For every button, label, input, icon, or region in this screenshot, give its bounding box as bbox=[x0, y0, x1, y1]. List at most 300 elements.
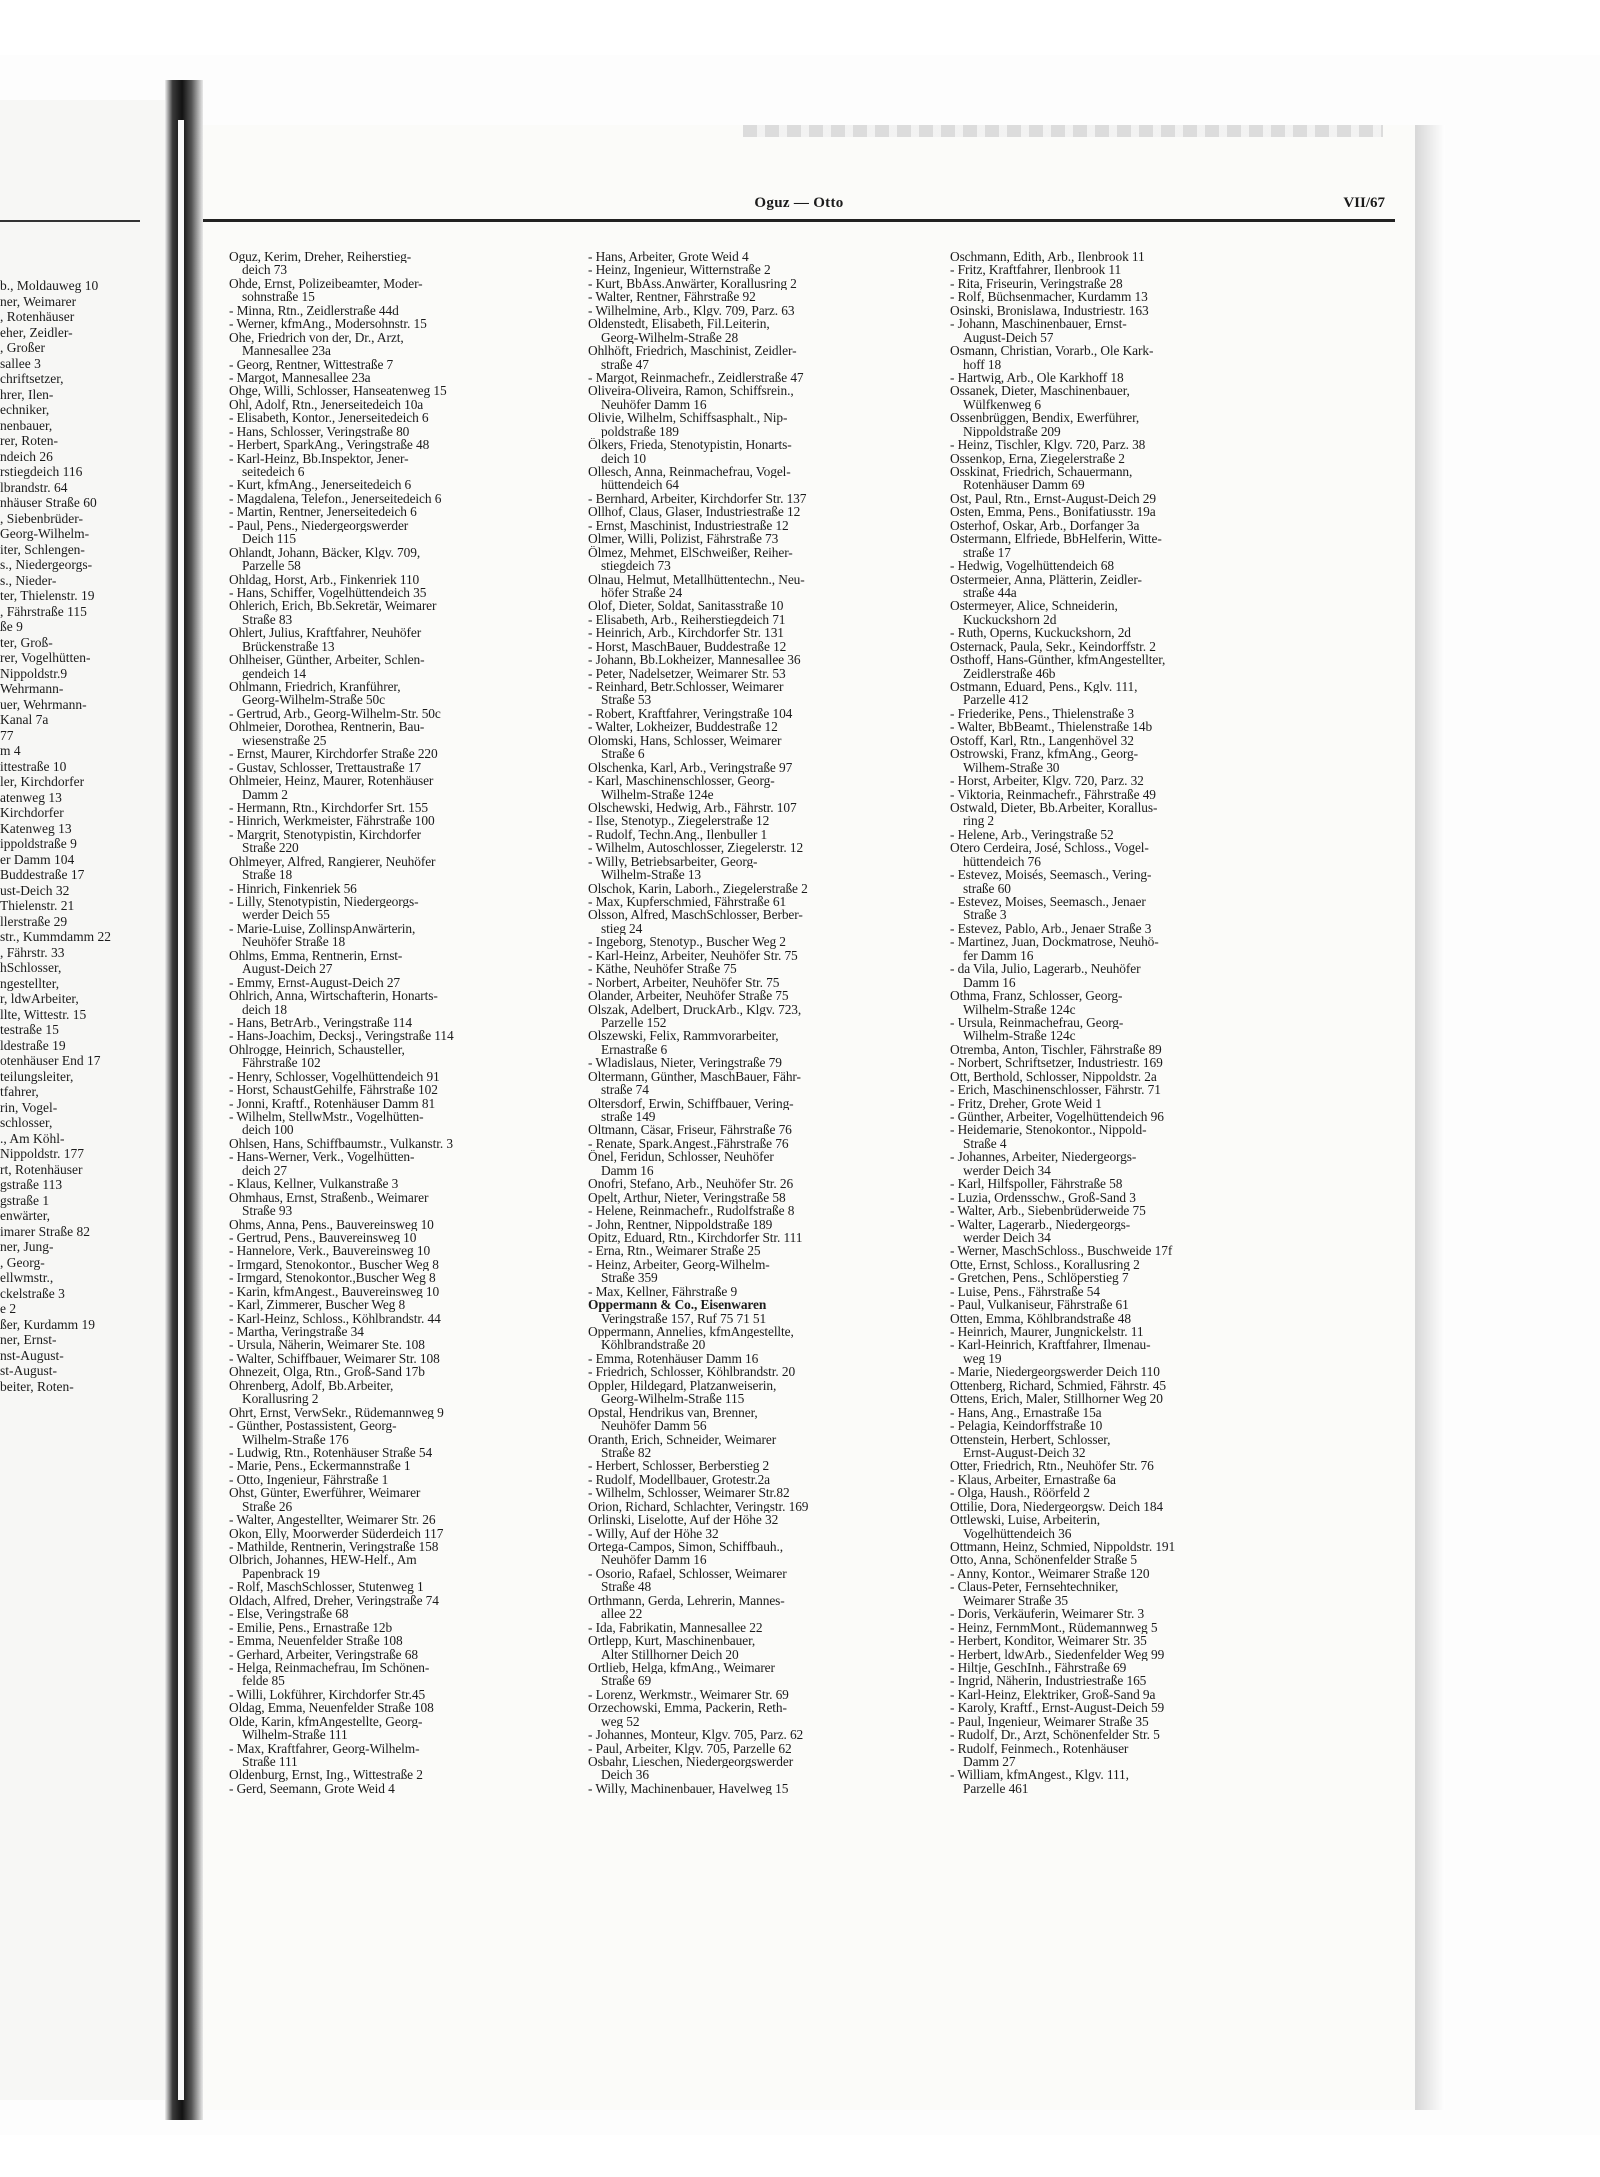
directory-entry-line: Straße 3 bbox=[963, 908, 1007, 922]
previous-page-line: Kanal 7a bbox=[0, 712, 49, 727]
previous-page-line: Thielenstr. 21 bbox=[0, 898, 75, 913]
directory-entry-line: Ostermeyer, Alice, Schneiderin, bbox=[950, 599, 1118, 613]
directory-entry-line: Ohl, Adolf, Rtn., Jenerseitedeich 10a bbox=[229, 397, 424, 412]
directory-entry-line: Olbrich, Johannes, HEW-Helf., Am bbox=[229, 1553, 417, 1567]
previous-page-line: rt, Rotenhäuser bbox=[0, 1161, 83, 1177]
previous-page-line: rer, Roten- bbox=[0, 433, 58, 448]
directory-entry-line: - Erna, Rtn., Weimarer Straße 25 bbox=[588, 1244, 761, 1258]
directory-entry-line: - Karl, Hilfspoller, Fährstraße 58 bbox=[950, 1177, 1123, 1191]
directory-entry-line: - Walter, Lokheizer, Buddestraße 12 bbox=[588, 720, 778, 734]
directory-entry-line: - Olga, Haush., Röörfeld 2 bbox=[950, 1486, 1090, 1500]
directory-entry-line: - Ingeborg, Stenotyp., Buscher Weg 2 bbox=[588, 935, 786, 949]
previous-page-line: Kirchdorfer bbox=[0, 805, 64, 820]
previous-page-text bbox=[0, 278, 150, 1394]
directory-entry-line: - Estevez, Moisés, Seemasch., Vering- bbox=[950, 868, 1152, 882]
directory-entry-line: - Estevez, Moises, Seemasch., Jenaer bbox=[950, 895, 1146, 909]
directory-entry-line: - Bernhard, Arbeiter, Kirchdorfer Str. 137 bbox=[588, 491, 807, 506]
directory-entry-line: Straße 18 bbox=[242, 868, 293, 882]
previous-page-line: nhäuser Straße 60 bbox=[0, 495, 97, 510]
directory-entry-line: Georg-Wilhelm-Straße 50c bbox=[242, 693, 385, 707]
directory-entry-line: Oldach, Alfred, Dreher, Veringstraße 74 bbox=[229, 1593, 439, 1608]
directory-entry-line: Otto, Anna, Schönenfelder Straße 5 bbox=[950, 1553, 1137, 1567]
directory-entry-line: - Hartwig, Arb., Ole Karkhoff 18 bbox=[950, 370, 1124, 385]
directory-entry-line: - Hannelore, Verk., Bauvereinsweg 10 bbox=[229, 1244, 431, 1258]
previous-page-line: uer, Wehrmann- bbox=[0, 696, 87, 712]
previous-page-line: hrer, Ilen- bbox=[0, 386, 54, 402]
directory-entry-line: Ortega-Campos, Simon, Schiffbauh., bbox=[588, 1540, 783, 1554]
directory-entry-line: - Rudolf, Dr., Arzt, Schönenfelder Str. 5 bbox=[950, 1728, 1160, 1742]
directory-entry-line: - Günther, Postassistent, Georg- bbox=[229, 1419, 397, 1433]
directory-page bbox=[203, 125, 1415, 2110]
directory-column-1 bbox=[229, 250, 599, 1795]
previous-page-line: atenweg 13 bbox=[0, 789, 62, 805]
directory-entry-line: Damm 16 bbox=[963, 975, 1016, 990]
directory-entry-line: - Margot, Mannesallee 23a bbox=[229, 370, 371, 385]
directory-entry-line: Straße 111 bbox=[242, 1755, 298, 1769]
directory-entry-line: - Lilly, Stenotypistin, Niedergeorgs- bbox=[229, 895, 419, 909]
directory-entry-line: Osmann, Christian, Vorarb., Ole Kark- bbox=[950, 344, 1154, 358]
previous-page-line: b., Moldauweg 10 bbox=[0, 278, 99, 293]
directory-entry-line: deich 100 bbox=[242, 1123, 294, 1137]
directory-entry-line: Weimarer Straße 35 bbox=[963, 1593, 1068, 1608]
previous-page-line: ippoldstraße 9 bbox=[0, 836, 77, 851]
directory-entry-line: Osternack, Paula, Sekr., Keindorffstr. 2 bbox=[950, 639, 1156, 654]
directory-entry-line: Ohlerich, Erich, Bb.Sekretär, Weimarer bbox=[229, 599, 437, 613]
directory-entry-line: Olof, Dieter, Soldat, Sanitasstraße 10 bbox=[588, 599, 784, 613]
directory-entry-line: Ossanek, Dieter, Maschinenbauer, bbox=[950, 384, 1130, 398]
directory-entry-line: Parzelle 461 bbox=[963, 1781, 1029, 1796]
directory-entry-line: Ölkers, Frieda, Stenotypistin, Honarts- bbox=[588, 438, 792, 452]
directory-entry-line: Neuhöfer Damm 16 bbox=[601, 397, 707, 412]
previous-page-line: schlosser, bbox=[0, 1115, 53, 1130]
directory-entry-line: Straße 83 bbox=[242, 612, 293, 627]
directory-entry-line: Oltmann, Cäsar, Friseur, Fährstraße 76 bbox=[588, 1123, 792, 1137]
directory-entry-line: - Hans-Werner, Verk., Vogelhütten- bbox=[229, 1150, 415, 1164]
directory-entry-line: Ohlms, Emma, Rentnerin, Ernst- bbox=[229, 948, 403, 963]
directory-entry-line: Zeidlerstraße 46b bbox=[963, 666, 1056, 680]
previous-page-line: imarer Straße 82 bbox=[0, 1223, 90, 1239]
directory-entry-line: - Heinz, Tischler, Klgv. 720, Parz. 38 bbox=[950, 438, 1146, 452]
directory-entry-line: - Rudolf, Techn.Ang., Ilenbuller 1 bbox=[588, 827, 768, 842]
directory-entry-line: - Hinrich, Finkenriek 56 bbox=[229, 881, 357, 895]
directory-entry-line: Ottlewski, Luise, Arbeiterin, bbox=[950, 1513, 1100, 1527]
previous-page-line: gstraße 1 bbox=[0, 1192, 50, 1208]
directory-entry-line: Ostoff, Karl, Rtn., Langenhövel 32 bbox=[950, 733, 1134, 748]
previous-page-line: ellwmstr., bbox=[0, 1270, 54, 1285]
directory-entry-line: Alter Stillhorner Deich 20 bbox=[601, 1647, 739, 1661]
directory-entry-line: - John, Rentner, Nippoldstraße 189 bbox=[588, 1217, 773, 1231]
previous-page-line: str., Kummdamm 22 bbox=[0, 929, 111, 944]
directory-entry-line: Önel, Feridun, Schlosser, Neuhöfer bbox=[588, 1150, 774, 1164]
directory-entry-line: - Elisabeth, Arb., Reiherstiegdeich 71 bbox=[588, 612, 786, 627]
directory-entry-line: - Max, Kellner, Fährstraße 9 bbox=[588, 1284, 738, 1299]
directory-entry-line: Olszak, Adelbert, DruckArb., Klgv. 723, bbox=[588, 1002, 802, 1016]
directory-entry-line: Osbahr, Lieschen, Niedergeorgswerder bbox=[588, 1755, 794, 1769]
directory-entry-line: Georg-Wilhelm-Straße 115 bbox=[601, 1392, 745, 1406]
previous-page-line: sallee 3 bbox=[0, 355, 41, 371]
directory-entry-line: - Ursula, Näherin, Weimarer Ste. 108 bbox=[229, 1338, 425, 1352]
directory-entry-line: - Paul, Ingenieur, Weimarer Straße 35 bbox=[950, 1714, 1149, 1729]
directory-entry-line: Straße 26 bbox=[242, 1499, 293, 1514]
directory-entry-line: - Hans, Arbeiter, Grote Weid 4 bbox=[588, 250, 749, 264]
directory-entry-line: stieg 24 bbox=[601, 921, 643, 936]
directory-entry-line: Olde, Karin, kfmAngestellte, Georg- bbox=[229, 1714, 423, 1729]
directory-entry-line: - Ingrid, Näherin, Industriestraße 165 bbox=[950, 1674, 1147, 1688]
directory-entry-line: - Rudolf, Modellbauer, Grotestr.2a bbox=[588, 1472, 771, 1487]
directory-entry-line: Parzelle 58 bbox=[242, 559, 301, 573]
previous-page-line: Wehrmann- bbox=[0, 681, 64, 696]
directory-column-3 bbox=[950, 250, 1320, 1795]
directory-entry-line: ring 2 bbox=[963, 814, 995, 828]
directory-entry-line: August-Deich 57 bbox=[963, 330, 1054, 345]
directory-entry-line: Ohlmann, Friedrich, Kranführer, bbox=[229, 680, 401, 694]
directory-entry-line: - Willy, Auf der Höhe 32 bbox=[588, 1526, 719, 1540]
directory-entry-line: - Gustav, Schlosser, Trettaustraße 17 bbox=[229, 760, 422, 775]
directory-entry-line: - Estevez, Pablo, Arb., Jenaer Straße 3 bbox=[950, 921, 1152, 936]
previous-page-line: Nippoldstr. 177 bbox=[0, 1146, 85, 1161]
previous-page-line: llerstraße 29 bbox=[0, 913, 68, 929]
previous-page-line: , Großer bbox=[0, 340, 45, 355]
directory-entry-line: Otte, Ernst, Schloss., Korallusring 2 bbox=[950, 1257, 1140, 1272]
directory-entry-line: - Norbert, Arbeiter, Neuhöfer Str. 75 bbox=[588, 975, 780, 990]
directory-entry-line: - Margot, Reinmachefr., Zeidlerstraße 47 bbox=[588, 370, 804, 385]
previous-page-line: rstiegdeich 116 bbox=[0, 464, 83, 479]
directory-entry-line: - Rolf, Büchsenmacher, Kurdamm 13 bbox=[950, 290, 1148, 304]
directory-entry-line: - Klaus, Kellner, Vulkanstraße 3 bbox=[229, 1177, 399, 1191]
directory-entry-line: werder Deich 34 bbox=[963, 1163, 1051, 1178]
directory-entry-line: - William, kfmAngest., Klgv. 111, bbox=[950, 1768, 1129, 1782]
directory-entry-line: Ortlepp, Kurt, Maschinenbauer, bbox=[588, 1634, 756, 1648]
directory-entry-line: seitedeich 6 bbox=[242, 465, 305, 479]
directory-entry-line: Straße 53 bbox=[601, 693, 652, 707]
directory-entry-line: Ostwald, Dieter, Bb.Arbeiter, Korallus- bbox=[950, 800, 1158, 815]
directory-entry-line: Othma, Franz, Schlosser, Georg- bbox=[950, 989, 1123, 1003]
previous-page-line: iter, Schlengen- bbox=[0, 541, 85, 557]
directory-entry-line: - Johannes, Arbeiter, Niedergeorgs- bbox=[950, 1150, 1137, 1164]
directory-entry-line: Oldenstedt, Elisabeth, Fil.Leiterin, bbox=[588, 317, 770, 331]
directory-entry-line: - Mathilde, Rentnerin, Veringstraße 158 bbox=[229, 1540, 439, 1554]
directory-entry-line: - Herbert, Konditor, Weimarer Str. 35 bbox=[950, 1634, 1147, 1648]
directory-entry-line: Deich 115 bbox=[242, 532, 297, 546]
previous-page-line: ckelstraße 3 bbox=[0, 1285, 65, 1301]
directory-entry-line: Osinski, Bronislawa, Industriestr. 163 bbox=[950, 303, 1149, 318]
directory-entry-line: Otten, Emma, Köhlbrandstraße 48 bbox=[950, 1311, 1131, 1325]
directory-entry-line: Ohlmeier, Heinz, Maurer, Rotenhäuser bbox=[229, 774, 434, 788]
directory-entry-line: - Marie, Pens., Eckermannstraße 1 bbox=[229, 1459, 411, 1473]
directory-entry-line: Ostmann, Eduard, Pens., Kglv. 111, bbox=[950, 680, 1138, 694]
directory-entry-line: Ost, Paul, Rtn., Ernst-August-Deich 29 bbox=[950, 491, 1156, 506]
directory-entry-line: - Walter, Rentner, Fährstraße 92 bbox=[588, 290, 756, 304]
previous-page-line: s., Nieder- bbox=[0, 572, 57, 588]
directory-entry-line: Ohlsen, Hans, Schiffbaumstr., Vulkanstr. 3 bbox=[229, 1136, 453, 1151]
directory-entry-line: Straße 359 bbox=[601, 1271, 658, 1285]
directory-entry-line: - Max, Kupferschmied, Fährstraße 61 bbox=[588, 895, 787, 909]
directory-entry-line: Ohlrich, Anna, Wirtschafterin, Honarts- bbox=[229, 989, 438, 1003]
directory-entry-line: Wilhelm-Straße 124c bbox=[963, 1029, 1076, 1043]
directory-entry-line: Kuckuckshorn 2d bbox=[963, 612, 1057, 627]
directory-entry-line: - Willy, Machinenbauer, Havelweg 15 bbox=[588, 1781, 789, 1796]
directory-entry-line: straße 60 bbox=[963, 881, 1011, 895]
directory-entry-line: - Else, Veringstraße 68 bbox=[229, 1607, 349, 1621]
previous-page-line: st-August- bbox=[0, 1363, 57, 1378]
directory-entry-line: - Pelagia, Keindorffstraße 10 bbox=[950, 1419, 1103, 1433]
directory-entry-line: - Heinrich, Arb., Kirchdorfer Str. 131 bbox=[588, 626, 784, 640]
directory-entry-line: August-Deich 27 bbox=[242, 962, 333, 976]
directory-entry-line: Ottenstein, Herbert, Schlosser, bbox=[950, 1432, 1111, 1446]
directory-entry-line: Wülfkenweg 6 bbox=[963, 397, 1041, 412]
directory-entry-line: Okon, Elly, Moorwerder Süderdeich 117 bbox=[229, 1526, 444, 1540]
directory-entry-line: Georg-Wilhelm-Straße 28 bbox=[601, 330, 739, 345]
previous-page-line: , Siebenbrüder- bbox=[0, 510, 83, 526]
directory-entry-line: - Jonni, Kraftf., Rotenhäuser Damm 81 bbox=[229, 1096, 436, 1110]
directory-entry-line: Otter, Friedrich, Rtn., Neuhöfer Str. 76 bbox=[950, 1459, 1154, 1473]
previous-page-line: ner, Jung- bbox=[0, 1239, 54, 1254]
directory-entry-line: Ohlheiser, Günther, Arbeiter, Schlen- bbox=[229, 653, 425, 667]
directory-entry-line: - Emma, Neuenfelder Straße 108 bbox=[229, 1634, 403, 1648]
directory-entry-line: - Hiltje, GeschInh., Fährstraße 69 bbox=[950, 1660, 1127, 1675]
directory-column-2 bbox=[588, 250, 958, 1795]
previous-page-line: er Damm 104 bbox=[0, 851, 75, 867]
directory-entry-line: - Horst, Arbeiter, Klgv. 720, Parz. 32 bbox=[950, 774, 1144, 788]
previous-page-line: , Georg- bbox=[0, 1254, 45, 1270]
directory-entry-line: Damm 2 bbox=[242, 787, 288, 801]
directory-entry-line: Ossenbrüggen, Bendix, Ewerführer, bbox=[950, 411, 1140, 425]
directory-entry-line: straße 44a bbox=[963, 585, 1017, 600]
directory-entry-line: Deich 36 bbox=[601, 1768, 649, 1782]
directory-entry-line: - Wladislaus, Nieter, Veringstraße 79 bbox=[588, 1056, 782, 1070]
directory-entry-line: Oltersdorf, Erwin, Schiffbauer, Vering- bbox=[588, 1096, 794, 1110]
directory-entry-line: Ohlrogge, Heinrich, Schausteller, bbox=[229, 1042, 405, 1057]
previous-page-line: , Fährstr. 33 bbox=[0, 944, 65, 960]
directory-entry-line: Wilhelm-Straße 13 bbox=[601, 868, 702, 882]
directory-entry-line: Ohlhöft, Friedrich, Maschinist, Zeidler- bbox=[588, 344, 797, 358]
directory-entry-line: Ottilie, Dora, Niedergeorgsw. Deich 184 bbox=[950, 1499, 1164, 1514]
directory-entry-line: - Johann, Bb.Lokheizer, Mannesallee 36 bbox=[588, 653, 801, 667]
directory-entry-line: Ohde, Ernst, Polizeibeamter, Moder- bbox=[229, 276, 423, 291]
directory-entry-line: - Helga, Reinmachefrau, Im Schönen- bbox=[229, 1660, 430, 1675]
previous-page-line: beiter, Roten- bbox=[0, 1378, 74, 1394]
directory-entry-line: weg 52 bbox=[601, 1714, 640, 1729]
directory-entry-line: felde 85 bbox=[242, 1674, 285, 1688]
directory-entry-line: deich 73 bbox=[242, 263, 287, 277]
directory-entry-line: - Rudolf, Feinmech., Rotenhäuser bbox=[950, 1741, 1129, 1755]
directory-entry-line: fer Damm 16 bbox=[963, 948, 1034, 963]
directory-entry-line: Osthoff, Hans-Günther, kfmAngestellter, bbox=[950, 653, 1166, 667]
directory-entry-line: - Willi, Lokführer, Kirchdorfer Str.45 bbox=[229, 1687, 426, 1702]
directory-entry-line: Straße 93 bbox=[242, 1204, 293, 1218]
directory-entry-line: - Ida, Fabrikatin, Mannesallee 22 bbox=[588, 1620, 763, 1635]
directory-entry-line: - Walter, Schiffbauer, Weimarer Str. 108 bbox=[229, 1351, 440, 1366]
directory-entry-line: stiegdeich 73 bbox=[601, 559, 671, 573]
directory-entry-line: Olschewski, Hedwig, Arb., Fährstr. 107 bbox=[588, 800, 797, 815]
directory-entry-line: - Minna, Rtn., Zeidlerstraße 44d bbox=[229, 303, 399, 318]
previous-page-line: , Rotenhäuser bbox=[0, 309, 75, 324]
directory-entry-line: - Helene, Arb., Veringstraße 52 bbox=[950, 827, 1114, 842]
directory-entry-line: Osskinat, Friedrich, Schauermann, bbox=[950, 465, 1133, 479]
directory-entry-line: Ohrenberg, Adolf, Bb.Arbeiter, bbox=[229, 1378, 394, 1393]
directory-entry-line: - Emmy, Ernst-August-Deich 27 bbox=[229, 975, 401, 990]
directory-entry-line: straße 17 bbox=[963, 545, 1011, 560]
bleed-through-smudge bbox=[743, 125, 1383, 137]
directory-entry-line: - Doris, Verkäuferin, Weimarer Str. 3 bbox=[950, 1607, 1145, 1621]
directory-entry-line: - Hans, Schiffer, Vogelhüttendeich 35 bbox=[229, 585, 427, 600]
previous-page-line: ngestellter, bbox=[0, 975, 60, 991]
directory-entry-line: - Karl, Maschinenschlosser, Georg- bbox=[588, 774, 775, 788]
directory-entry-line: - Werner, MaschSchloss., Buschweide 17f bbox=[950, 1244, 1173, 1258]
previous-page-line: hSchlosser, bbox=[0, 960, 62, 975]
page-edge-shadow bbox=[1415, 125, 1445, 2110]
directory-entry-line: - Werner, kfmAng., Modersohnstr. 15 bbox=[229, 317, 427, 331]
previous-page-line: Buddestraße 17 bbox=[0, 867, 85, 882]
directory-entry-line: Straße 220 bbox=[242, 841, 299, 855]
directory-entry-line: - Georg, Rentner, Wittestraße 7 bbox=[229, 357, 394, 371]
directory-entry-line: allee 22 bbox=[601, 1607, 643, 1621]
directory-entry-line: - Gerd, Seemann, Grote Weid 4 bbox=[229, 1781, 395, 1796]
directory-entry-line: - Walter, Angestellter, Weimarer Str. 26 bbox=[229, 1513, 436, 1527]
directory-entry-line: Otremba, Anton, Tischler, Fährstraße 89 bbox=[950, 1042, 1162, 1057]
previous-page-line: ler, Kirchdorfer bbox=[0, 774, 85, 789]
previous-page-line: rin, Vogel- bbox=[0, 1099, 58, 1115]
directory-entry-line: Rotenhäuser Damm 69 bbox=[963, 478, 1085, 492]
directory-entry-line: - Karl-Heinz, Arbeiter, Neuhöfer Str. 75 bbox=[588, 948, 798, 963]
directory-entry-line: Oschmann, Edith, Arb., Ilenbrook 11 bbox=[950, 250, 1145, 264]
directory-entry-line: - Ernst, Maschinist, Industriestraße 12 bbox=[588, 518, 789, 533]
previous-page-line: teilungsleiter, bbox=[0, 1068, 74, 1084]
previous-page-line: tfahrer, bbox=[0, 1084, 39, 1099]
directory-entry-line: - Hans, Ang., Ernastraße 15a bbox=[950, 1405, 1102, 1420]
previous-page-line: lbrandstr. 64 bbox=[0, 479, 68, 495]
directory-entry-line: - Viktoria, Reinmachefr., Fährstraße 49 bbox=[950, 787, 1156, 801]
directory-entry-line: Straße 6 bbox=[601, 747, 645, 761]
directory-entry-line: Vogelhüttendeich 36 bbox=[963, 1526, 1072, 1540]
directory-entry-line: Ottenberg, Richard, Schmied, Fährstr. 45 bbox=[950, 1378, 1166, 1393]
directory-entry-line: - Emilie, Pens., Ernastraße 12b bbox=[229, 1620, 393, 1635]
directory-entry-line: Olsson, Alfred, MaschSchlosser, Berber- bbox=[588, 908, 803, 922]
directory-entry-line: - Walter, Lagerarb., Niedergeorgs- bbox=[950, 1217, 1131, 1231]
directory-entry-line: - Ludwig, Rtn., Rotenhäuser Straße 54 bbox=[229, 1445, 433, 1460]
directory-entry-line: - Norbert, Schriftsetzer, Industriestr. 169 bbox=[950, 1056, 1163, 1070]
directory-entry-line: Wilhem-Straße 30 bbox=[963, 760, 1060, 775]
directory-entry-line: Mannesallee 23a bbox=[242, 344, 331, 358]
directory-entry-line: - Marie, Niedergeorgswerder Deich 110 bbox=[950, 1365, 1160, 1379]
directory-entry-line: straße 74 bbox=[601, 1083, 649, 1097]
directory-entry-line: weg 19 bbox=[963, 1351, 1002, 1366]
directory-entry-line: sohnstraße 15 bbox=[242, 290, 315, 304]
directory-entry-line: Olszewski, Felix, Rammvorarbeiter, bbox=[588, 1029, 779, 1043]
directory-entry-line: Neuhöfer Damm 16 bbox=[601, 1553, 707, 1567]
directory-entry-line: - Heidemarie, Stenokontor., Nippold- bbox=[950, 1123, 1147, 1137]
directory-entry-line: Ortlieb, Helga, kfmAng., Weimarer bbox=[588, 1660, 775, 1675]
directory-entry-line: Ernastraße 6 bbox=[601, 1042, 668, 1057]
directory-entry-line: Köhlbrandstraße 20 bbox=[601, 1338, 706, 1352]
directory-entry-line: Onofri, Stefano, Arb., Neuhöfer Str. 26 bbox=[588, 1177, 794, 1191]
previous-page-line: Nippoldstr.9 bbox=[0, 665, 68, 681]
directory-entry-line: - Ruth, Operns, Kuckuckshorn, 2d bbox=[950, 626, 1131, 640]
directory-entry-line: - Erich, Maschinenschlosser, Fährstr. 71 bbox=[950, 1083, 1161, 1097]
directory-entry-line: - Walter, BbBeamt., Thielenstraße 14b bbox=[950, 720, 1153, 734]
directory-entry-line: Ollhof, Claus, Glaser, Industriestraße 12 bbox=[588, 505, 801, 519]
directory-entry-line: Opelt, Arthur, Nieter, Veringstraße 58 bbox=[588, 1190, 786, 1205]
directory-entry-line: Ölmez, Mehmet, ElSchweißer, Reiher- bbox=[588, 545, 793, 560]
directory-entry-line: - Heinz, Ingenieur, Witternstraße 2 bbox=[588, 263, 771, 277]
directory-entry-line: Olander, Arbeiter, Neuhöfer Straße 75 bbox=[588, 989, 789, 1003]
directory-entry-line: - Karin, kfmAngest., Bauvereinsweg 10 bbox=[229, 1284, 440, 1299]
directory-entry-line: Ohrt, Ernst, VerwSekr., Rüdemannweg 9 bbox=[229, 1405, 444, 1420]
previous-page-line: enwärter, bbox=[0, 1208, 51, 1223]
directory-entry-line: - Gertrud, Arb., Georg-Wilhelm-Str. 50c bbox=[229, 706, 441, 721]
directory-entry-line: poldstraße 189 bbox=[601, 424, 679, 439]
directory-entry-line: Ottmann, Heinz, Schmied, Nippoldstr. 191 bbox=[950, 1540, 1176, 1554]
previous-page-line: Georg-Wilhelm- bbox=[0, 526, 90, 541]
directory-entry-line: Orthmann, Gerda, Lehrerin, Mannes- bbox=[588, 1593, 785, 1608]
previous-page-line: ust-Deich 32 bbox=[0, 882, 70, 898]
directory-entry-line: - Magdalena, Telefon., Jenerseitedeich 6 bbox=[229, 491, 442, 506]
directory-entry-line: - Johann, Maschinenbauer, Ernst- bbox=[950, 317, 1127, 331]
directory-entry-line: Nippoldstraße 209 bbox=[963, 424, 1061, 439]
previous-page-line: Katenweg 13 bbox=[0, 820, 72, 836]
previous-page-line: testraße 15 bbox=[0, 1022, 59, 1037]
directory-entry-line: - Wilhelm, StellwMstr., Vogelhütten- bbox=[229, 1110, 424, 1124]
directory-entry-line: - Hans, Schlosser, Veringstraße 80 bbox=[229, 424, 410, 439]
directory-entry-line: - Karl-Heinz, Schloss., Köhlbrandstr. 44 bbox=[229, 1311, 441, 1325]
directory-entry-line: Ollesch, Anna, Reinmachefrau, Vogel- bbox=[588, 465, 791, 479]
directory-entry-line: höfer Straße 24 bbox=[601, 585, 683, 600]
previous-page-line: , Fährstraße 115 bbox=[0, 603, 87, 619]
directory-entry-line: - Gretchen, Pens., Schlöperstieg 7 bbox=[950, 1271, 1129, 1285]
previous-page-line: ittestraße 10 bbox=[0, 758, 67, 774]
directory-entry-line: Oldenburg, Ernst, Ing., Wittestraße 2 bbox=[229, 1768, 423, 1782]
directory-entry-line: - Hedwig, Vogelhüttendeich 68 bbox=[950, 559, 1114, 573]
directory-entry-line: Parzelle 412 bbox=[963, 693, 1029, 707]
directory-entry-line: - Heinz, FernmMont., Rüdemannweg 5 bbox=[950, 1620, 1158, 1635]
directory-entry-line: Ernst-August-Deich 32 bbox=[963, 1445, 1086, 1460]
directory-entry-line: - Klaus, Arbeiter, Ernastraße 6a bbox=[950, 1472, 1116, 1487]
directory-entry-line: - Friedrich, Schlosser, Köhlbrandstr. 20 bbox=[588, 1365, 796, 1379]
directory-entry-line: - Robert, Kraftfahrer, Veringstraße 104 bbox=[588, 706, 793, 721]
directory-entry-line: Straße 69 bbox=[601, 1674, 652, 1688]
directory-entry-line: - Kurt, kfmAng., Jenerseitedeich 6 bbox=[229, 478, 412, 492]
directory-entry-line: - Friederike, Pens., Thielenstraße 3 bbox=[950, 706, 1134, 721]
previous-page-line: ter, Thielenstr. 19 bbox=[0, 588, 95, 603]
directory-entry-line: - Irmgard, Stenokontor.,Buscher Weg 8 bbox=[229, 1271, 436, 1285]
previous-page-line: ßer, Kurdamm 19 bbox=[0, 1316, 96, 1332]
directory-entry-line: hüttendeich 76 bbox=[963, 854, 1041, 869]
previous-page-fragment bbox=[0, 100, 172, 2100]
directory-entry-line: Orlinski, Liselotte, Auf der Höhe 32 bbox=[588, 1513, 779, 1527]
directory-entry-line: - Renate, Spark.Angest.,Fährstraße 76 bbox=[588, 1136, 789, 1151]
directory-entry-line: - Horst, MaschBauer, Buddestraße 12 bbox=[588, 639, 787, 654]
previous-page-line: rer, Vogelhütten- bbox=[0, 650, 91, 665]
previous-page-line: ße 9 bbox=[0, 619, 23, 634]
previous-page-line: ., Am Köhl- bbox=[0, 1130, 65, 1146]
directory-entry-line: - Herbert, ldwArb., Siedenfelder Weg 99 bbox=[950, 1647, 1165, 1661]
directory-entry-line: Olschenka, Karl, Arb., Veringstraße 97 bbox=[588, 760, 793, 775]
previous-page-line: ner, Weimarer bbox=[0, 293, 77, 309]
directory-entry-line: - Fritz, Kraftfahrer, Ilenbrook 11 bbox=[950, 263, 1122, 277]
directory-entry-line: Ostermeier, Anna, Plätterin, Zeidler- bbox=[950, 572, 1142, 586]
directory-entry-line: - Gerhard, Arbeiter, Veringstraße 68 bbox=[229, 1647, 418, 1661]
directory-entry-line: - Karoly, Kraftf., Ernst-August-Deich 59 bbox=[950, 1701, 1165, 1715]
directory-entry-line: hoff 18 bbox=[963, 357, 1002, 371]
directory-entry-line: - Claus-Peter, Fernsehtechniker, bbox=[950, 1580, 1119, 1594]
header-rule bbox=[203, 219, 1395, 222]
directory-entry-line: Veringstraße 157, Ruf 75 71 51 bbox=[601, 1311, 767, 1325]
previous-page-line: s., Niedergeorgs- bbox=[0, 557, 93, 572]
directory-entry-line: Wilhelm-Straße 124c bbox=[963, 1002, 1076, 1016]
directory-entry-line: - Henry, Schlosser, Vogelhüttendeich 91 bbox=[229, 1069, 440, 1084]
directory-entry-line: Ottens, Erich, Maler, Stillhorner Weg 20 bbox=[950, 1392, 1163, 1406]
directory-entry-line: Ostrowski, Franz, kfmAng., Georg- bbox=[950, 747, 1138, 761]
